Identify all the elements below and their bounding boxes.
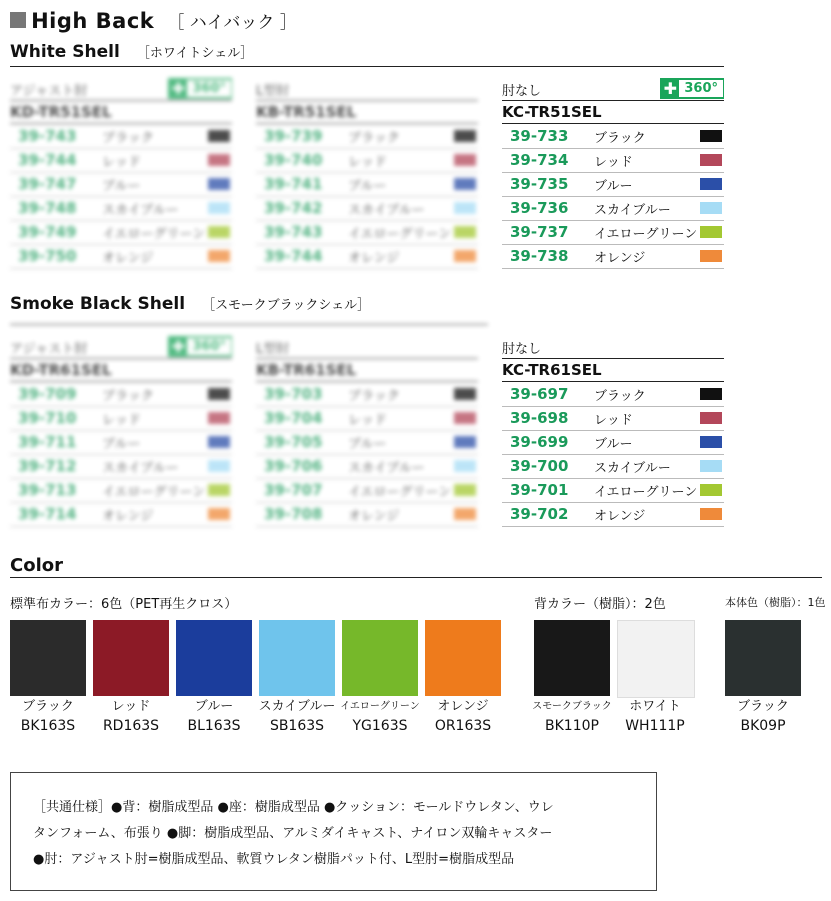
color-chip xyxy=(454,412,476,424)
product-code: 39-736 xyxy=(510,199,569,217)
swatch-color-code: SB163S xyxy=(269,718,325,734)
swatch-color-code: BK163S xyxy=(20,718,76,734)
color-name: イエローグリーン xyxy=(348,484,452,500)
color-chip xyxy=(454,154,476,166)
product-code: 39-701 xyxy=(510,481,569,499)
table-row xyxy=(502,196,724,221)
color-swatch xyxy=(617,620,695,698)
table-row xyxy=(10,478,232,503)
color-chip xyxy=(700,178,722,190)
product-code: 39-712 xyxy=(18,457,77,475)
color-chip xyxy=(700,130,722,142)
color-chip xyxy=(208,226,230,238)
product-code: 39-714 xyxy=(18,505,77,523)
color-chip xyxy=(454,460,476,472)
color-chip xyxy=(700,412,722,424)
product-code: 39-742 xyxy=(264,199,323,217)
smoke-shell-heading xyxy=(10,294,370,314)
white-shell-title: White Shell xyxy=(10,42,120,62)
swivel-360-badge xyxy=(168,336,232,357)
product-code: 39-706 xyxy=(264,457,323,475)
color-chip xyxy=(700,460,722,472)
table-row xyxy=(256,478,478,503)
armrest-type-label: 肘なし xyxy=(502,342,542,357)
color-rule xyxy=(10,577,822,578)
smoke-shell-rule xyxy=(10,324,488,325)
color-chip xyxy=(208,436,230,448)
table-row xyxy=(502,382,724,407)
color-name: ブラック xyxy=(348,130,400,146)
color-name: ブルー xyxy=(102,178,141,194)
swatch-color-code: RD163S xyxy=(102,718,160,734)
swatch-color-code: BK09P xyxy=(740,718,786,734)
product-code: 39-709 xyxy=(18,385,77,403)
table-row xyxy=(256,502,478,527)
table-row xyxy=(10,382,232,407)
color-chip xyxy=(208,202,230,214)
product-code: 39-707 xyxy=(264,481,323,499)
product-code: 39-713 xyxy=(18,481,77,499)
table-row xyxy=(502,244,724,269)
plus-icon: ✚ xyxy=(171,79,186,98)
armrest-type-label: アジャスト肘 xyxy=(10,84,88,99)
swatch-color-name: スモークブラック xyxy=(532,701,612,712)
product-code: 39-697 xyxy=(510,385,569,403)
table-row xyxy=(256,382,478,407)
swivel-360-badge xyxy=(660,78,724,99)
body-color-label: 本体色（樹脂）：1色 xyxy=(725,596,826,609)
table-row xyxy=(256,454,478,479)
back-color-label: 背カラー（樹脂）：2色 xyxy=(534,597,666,612)
color-name: イエローグリーン xyxy=(594,226,698,242)
color-chip xyxy=(454,130,476,142)
badge-360-text: 360° xyxy=(187,80,231,97)
product-code: 39-710 xyxy=(18,409,77,427)
page-title xyxy=(10,8,297,33)
table-row xyxy=(502,148,724,173)
swatch-color-name: ホワイト xyxy=(629,699,681,714)
smoke-shell-title-jp: ［スモークブラックシェル］ xyxy=(202,298,371,313)
color-name: オレンジ xyxy=(348,250,400,266)
color-name: イエローグリーン xyxy=(102,484,206,500)
model-number: KB-TR51SEL xyxy=(256,103,357,121)
armrest-type-label: 肘なし xyxy=(502,84,542,99)
swatch-color-name: イエローグリーン xyxy=(340,701,420,712)
table-rule xyxy=(256,100,478,101)
model-number: KC-TR51SEL xyxy=(502,103,602,121)
color-chip xyxy=(454,484,476,496)
color-chip xyxy=(208,484,230,496)
product-code: 39-711 xyxy=(18,433,77,451)
product-code: 39-747 xyxy=(18,175,77,193)
table-row xyxy=(10,430,232,455)
swatch-color-name: オレンジ xyxy=(437,699,489,714)
color-name: スカイブルー xyxy=(102,460,179,476)
swivel-360-badge xyxy=(168,78,232,99)
table-row xyxy=(256,430,478,455)
color-name: オレンジ xyxy=(594,250,646,266)
product-code: 39-698 xyxy=(510,409,569,427)
color-chip xyxy=(454,178,476,190)
color-name: ブラック xyxy=(594,130,646,146)
color-chip xyxy=(454,202,476,214)
product-code: 39-702 xyxy=(510,505,569,523)
table-row xyxy=(256,244,478,269)
color-name: レッド xyxy=(348,412,387,428)
color-name: スカイブルー xyxy=(102,202,179,218)
color-chip xyxy=(208,130,230,142)
color-name: イエローグリーン xyxy=(348,226,452,242)
product-code: 39-705 xyxy=(264,433,323,451)
smoke-shell-title: Smoke Black Shell xyxy=(10,294,186,314)
color-name: ブラック xyxy=(102,388,154,404)
product-code: 39-704 xyxy=(264,409,323,427)
color-name: スカイブルー xyxy=(348,202,425,218)
product-code: 39-738 xyxy=(510,247,569,265)
color-name: レッド xyxy=(594,154,633,170)
color-name: イエローグリーン xyxy=(102,226,206,242)
table-rule xyxy=(256,358,478,359)
product-code: 39-737 xyxy=(510,223,569,241)
color-name: ブルー xyxy=(348,436,387,452)
color-chip xyxy=(454,436,476,448)
product-code: 39-703 xyxy=(264,385,323,403)
table-row xyxy=(10,244,232,269)
product-code: 39-744 xyxy=(264,247,323,265)
color-name: ブラック xyxy=(102,130,154,146)
swatch-color-code: BK110P xyxy=(545,718,599,734)
product-code: 39-740 xyxy=(264,151,323,169)
table-row xyxy=(256,124,478,149)
title-jp: ［ ハイバック ］ xyxy=(167,13,297,33)
product-code: 39-733 xyxy=(510,127,569,145)
plus-icon: ✚ xyxy=(663,79,678,98)
model-number: KD-TR61SEL xyxy=(10,361,112,379)
color-swatch xyxy=(725,620,801,696)
table-row xyxy=(10,148,232,173)
color-swatch xyxy=(93,620,169,696)
product-code: 39-744 xyxy=(18,151,77,169)
swatch-color-code: YG163S xyxy=(352,718,408,734)
table-rule xyxy=(502,100,724,101)
color-swatch xyxy=(342,620,418,696)
table-row xyxy=(502,454,724,479)
color-name: オレンジ xyxy=(102,508,154,524)
table-row xyxy=(502,502,724,527)
product-code: 39-743 xyxy=(18,127,77,145)
color-name: ブルー xyxy=(102,436,141,452)
table-rule xyxy=(502,358,724,359)
product-code: 39-739 xyxy=(264,127,323,145)
armrest-type-label: L型肘 xyxy=(256,84,290,99)
table-row xyxy=(502,124,724,149)
color-chip xyxy=(208,412,230,424)
table-row xyxy=(502,430,724,455)
color-chip xyxy=(208,460,230,472)
product-code: 39-750 xyxy=(18,247,77,265)
table-row xyxy=(256,172,478,197)
color-name: ブルー xyxy=(594,436,633,452)
white-shell-rule xyxy=(10,66,724,67)
armrest-type-label: L型肘 xyxy=(256,342,290,357)
product-code: 39-700 xyxy=(510,457,569,475)
color-chip xyxy=(700,202,722,214)
color-name: レッド xyxy=(594,412,633,428)
plus-icon: ✚ xyxy=(171,337,186,356)
color-name: ブルー xyxy=(594,178,633,194)
table-row xyxy=(10,124,232,149)
color-name: スカイブルー xyxy=(348,460,425,476)
color-chip xyxy=(208,388,230,400)
swatch-color-name: ブラック xyxy=(22,699,74,714)
color-chip xyxy=(700,250,722,262)
color-chip xyxy=(700,436,722,448)
table-row xyxy=(10,502,232,527)
badge-360-text: 360° xyxy=(187,338,231,355)
product-code: 39-734 xyxy=(510,151,569,169)
table-row xyxy=(502,406,724,431)
color-name: オレンジ xyxy=(102,250,154,266)
color-chip xyxy=(208,508,230,520)
color-name: レッド xyxy=(348,154,387,170)
common-spec-box xyxy=(10,772,657,891)
title-square-icon xyxy=(10,12,26,28)
color-name: レッド xyxy=(102,154,141,170)
color-chip xyxy=(208,154,230,166)
color-name: イエローグリーン xyxy=(594,484,698,500)
swatch-color-code: OR163S xyxy=(434,718,492,734)
color-chip xyxy=(700,226,722,238)
table-row xyxy=(10,172,232,197)
swatch-color-name: スカイブルー xyxy=(258,699,336,714)
color-swatch xyxy=(10,620,86,696)
color-name: スカイブルー xyxy=(594,202,671,218)
table-rule xyxy=(10,358,232,359)
table-row xyxy=(502,220,724,245)
table-row xyxy=(10,220,232,245)
color-name: レッド xyxy=(102,412,141,428)
model-number: KB-TR61SEL xyxy=(256,361,357,379)
color-name: オレンジ xyxy=(348,508,400,524)
swatch-color-name: ブルー xyxy=(194,699,234,714)
table-rule xyxy=(10,100,232,101)
color-chip xyxy=(454,508,476,520)
model-number: KC-TR61SEL xyxy=(502,361,602,379)
product-code: 39-743 xyxy=(264,223,323,241)
table-row xyxy=(502,478,724,503)
color-name: スカイブルー xyxy=(594,460,671,476)
color-chip xyxy=(700,154,722,166)
swatch-color-name: レッド xyxy=(111,699,151,714)
table-row xyxy=(10,454,232,479)
product-code: 39-741 xyxy=(264,175,323,193)
color-swatch xyxy=(425,620,501,696)
table-row xyxy=(256,196,478,221)
product-code: 39-748 xyxy=(18,199,77,217)
table-row xyxy=(256,148,478,173)
color-name: オレンジ xyxy=(594,508,646,524)
color-swatch xyxy=(259,620,335,696)
color-title: Color xyxy=(10,555,63,576)
swatch-color-name: ブラック xyxy=(737,699,789,714)
table-row xyxy=(502,172,724,197)
spec-line-3: ●肘：アジャスト肘=樹脂成型品、軟質ウレタン樹脂パット付、L型肘=樹脂成型品 xyxy=(33,852,515,867)
armrest-type-label: アジャスト肘 xyxy=(10,342,88,357)
color-swatch xyxy=(176,620,252,696)
color-chip xyxy=(454,388,476,400)
color-chip xyxy=(208,178,230,190)
color-chip xyxy=(454,250,476,262)
spec-line-2: タンフォーム、布張り ●脚：樹脂成型品、アルミダイキャスト、ナイロン双輪キャスター xyxy=(33,826,553,841)
color-name: ブラック xyxy=(594,388,646,404)
product-code: 39-735 xyxy=(510,175,569,193)
badge-360-text: 360° xyxy=(679,80,723,97)
product-code: 39-708 xyxy=(264,505,323,523)
table-row xyxy=(256,220,478,245)
color-chip xyxy=(700,508,722,520)
color-chip xyxy=(700,484,722,496)
color-name: ブラック xyxy=(348,388,400,404)
table-row xyxy=(256,406,478,431)
spec-line-1: ［共通仕様］●背：樹脂成型品 ●座：樹脂成型品 ●クッション：モールドウレタン、ウレ xyxy=(33,800,554,815)
swatch-color-code: BL163S xyxy=(187,718,241,734)
table-row xyxy=(10,406,232,431)
color-chip xyxy=(700,388,722,400)
model-number: KD-TR51SEL xyxy=(10,103,112,121)
color-name: ブルー xyxy=(348,178,387,194)
fabric-label: 標準布カラー：6色（PET再生クロス） xyxy=(10,597,238,612)
white-shell-heading xyxy=(10,42,253,62)
product-code: 39-699 xyxy=(510,433,569,451)
color-chip xyxy=(454,226,476,238)
product-code: 39-749 xyxy=(18,223,77,241)
color-chip xyxy=(208,250,230,262)
white-shell-title-jp: ［ホワイトシェル］ xyxy=(136,46,254,61)
table-row xyxy=(10,196,232,221)
title-text: High Back xyxy=(31,9,155,33)
color-swatch xyxy=(534,620,610,696)
swatch-color-code: WH111P xyxy=(625,718,685,734)
